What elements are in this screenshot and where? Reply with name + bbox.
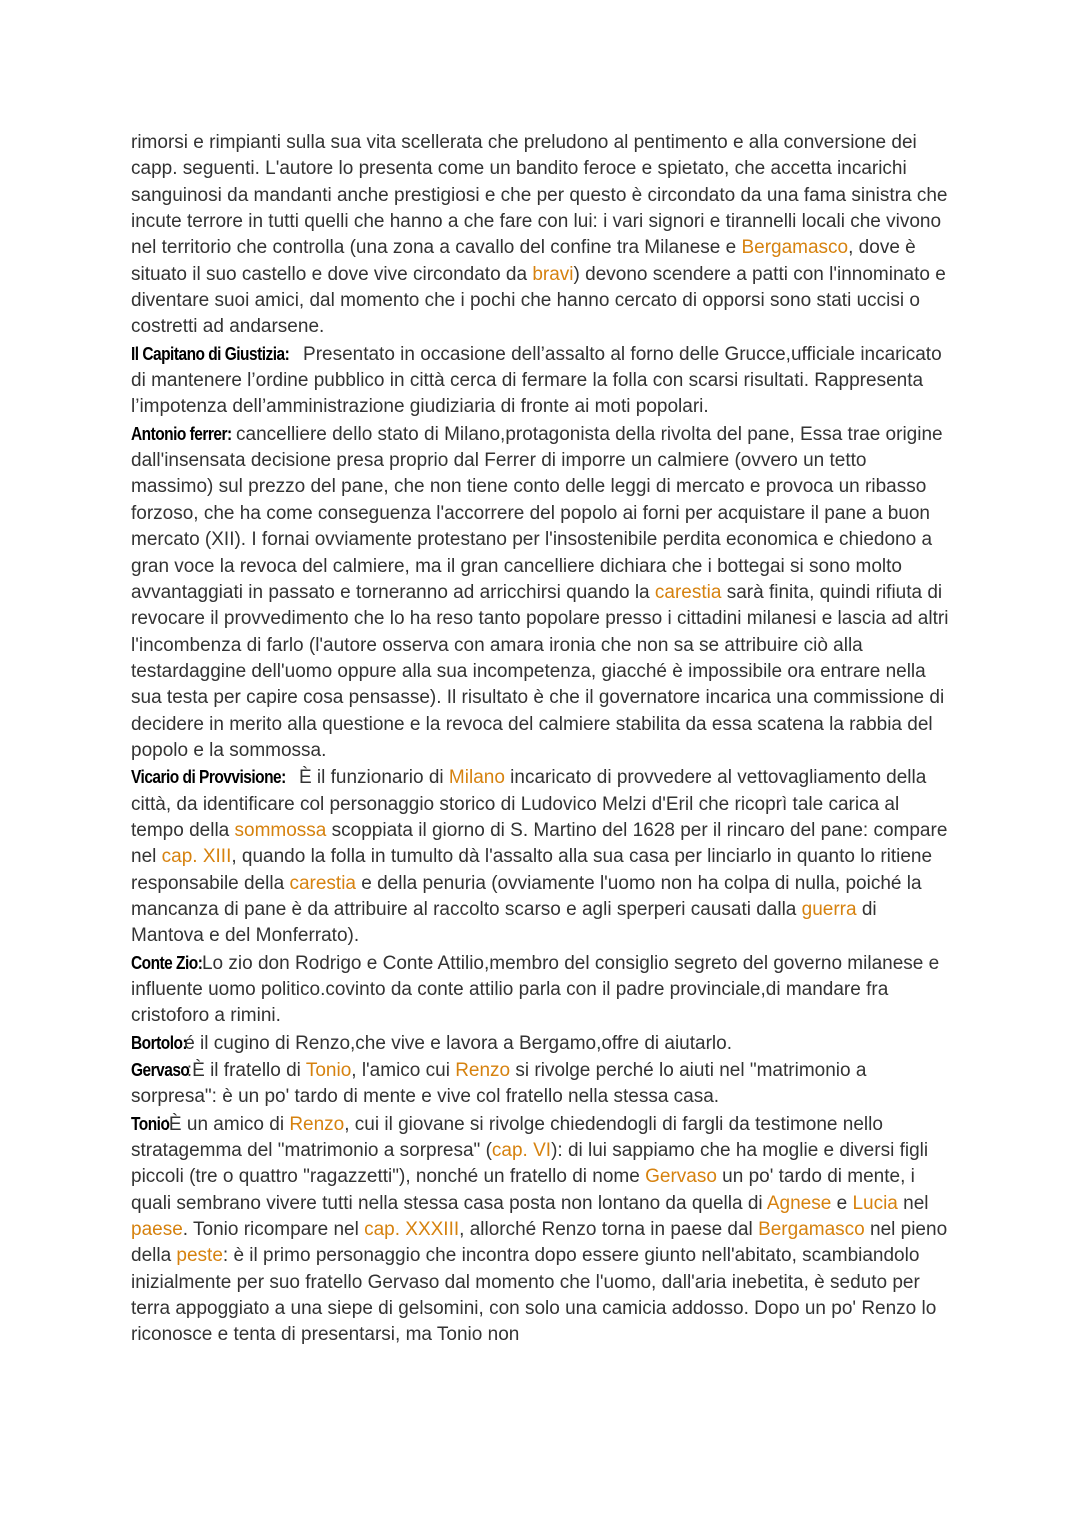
glossary-link[interactable]: Bergamasco	[741, 237, 849, 259]
character-name: Bortolo:	[131, 1032, 188, 1053]
glossary-link[interactable]: Bergamasco	[758, 1219, 865, 1241]
paragraph-text: , cui il giovane si rivolge chiedendogli di fargli da testimone nello stratagemma del "matrimonio a sorpresa" (	[131, 1113, 883, 1162]
paragraph	[131, 1030, 953, 1057]
paragraph-text: nel pieno della	[131, 1219, 948, 1267]
paragraph-text: é il cugino di Renzo,che vive e lavora a Bergamo,offre di aiutarlo.	[184, 1032, 732, 1054]
character-name: Conte Zio:	[131, 952, 203, 973]
paragraph	[131, 130, 953, 341]
paragraph	[131, 764, 953, 949]
glossary-link[interactable]: paese	[131, 1219, 183, 1241]
paragraph-text: , allorché Renzo torna in paese dal	[459, 1219, 759, 1241]
paragraph-text: :È un amico di	[163, 1113, 290, 1135]
paragraph-text: ): di lui sappiamo che ha moglie e diversi figli piccoli (tre o quattro "ragazzetti"), nonché un fratello di nome	[131, 1140, 929, 1188]
paragraph-text: , l'amico cui	[351, 1060, 456, 1082]
paragraph-text: : è il primo personaggio che incontra dopo essere giunto nell'abitato, scambiandolo inizialmente per suo fratello Gervaso dal momento che l'uomo, dall'aria inebetita, è seduto per terra appoggiato a una siepe di gelsomini, con solo una camicia addosso. Dopo un po' Renzo lo riconosce e tenta di presentarsi, ma Tonio non	[131, 1245, 937, 1346]
paragraph-text: scoppiata il giorno di S. Martino del 1628 per il rincaro del pane: compare nel	[131, 819, 948, 868]
paragraph-text: , quando la folla in tumulto dà l'assalto alla sua casa per linciarlo in quanto lo ritiene responsabile della	[131, 846, 933, 894]
glossary-link[interactable]: Gervaso	[645, 1166, 717, 1188]
paragraph-text: nel	[897, 1192, 929, 1214]
character-name: Il Capitano di Giustizia:	[131, 343, 290, 364]
paragraph-text: rimorsi e rimpianti sulla sua vita scellerata che preludono al pentimento e alla conversione dei capp. seguenti. L'autore lo presenta come un bandito feroce e spietato, che accetta incarichi sanguinosi da mandanti anche prestigiosi e che per questo è circondato da una fama sinistra che incute terrore in tutti quelli che hanno a che fare con lui: i vari signori e tirannelli locali che vivono nel territorio che controlla (una zona a cavallo del confine tra Milanese e	[131, 132, 948, 259]
glossary-link[interactable]: Renzo	[289, 1113, 345, 1135]
paragraph	[131, 341, 953, 421]
document-page	[131, 130, 953, 1349]
glossary-link[interactable]: guerra	[801, 898, 857, 920]
character-name: Gervaso	[131, 1060, 190, 1081]
glossary-link[interactable]: Agnese	[766, 1192, 832, 1214]
glossary-link[interactable]: carestia	[289, 872, 356, 894]
paragraph-text: :È il fratello di	[186, 1060, 306, 1082]
glossary-link[interactable]: peste	[176, 1245, 223, 1267]
paragraph-text: Lo zio don Rodrigo e Conte Attilio,membro del consiglio segreto del governo milanese e influente uomo politico.covinto da conte attilio parla con il padre provinciale,di mandare fra cristoforo a rimini.	[131, 952, 940, 1027]
paragraph-text: , dove è situato il suo castello e dove vive circondato da	[131, 237, 916, 285]
character-name: Antonio ferrer:	[131, 423, 232, 444]
glossary-link[interactable]: cap. VI	[491, 1140, 552, 1162]
paragraph-text: È il funzionario di	[298, 767, 449, 789]
paragraph-text: ) devono scendere a patti con l'innominato e diventare suoi amici, dal momento che i pochi che hanno cercato di opporsi sono stati uccisi o costretti ad andarsene.	[131, 263, 946, 338]
paragraph-text: cancelliere dello stato di Milano,protagonista della rivolta del pane, Essa trae origine dall'insensata decisione presa proprio dal Ferrer di imporre un calmiere (ovvero un tetto massimo) sul prezzo del pane, che non tiene conto delle leggi di mercato e provoca un ribasso forzoso, che ha come conseguenza l'accorrere del popolo ai forni per acquistare il pane a buon mercato (XII). I fornai ovviamente protestano per l'insostenibile perdita economica e chiedono a gran voce la revoca del calmiere, ma il gran cancelliere dichiara che i bottegai si sono molto avvantaggiati in passato e torneranno ad arricchirsi quando la	[131, 423, 943, 603]
glossary-link[interactable]: Renzo	[455, 1060, 511, 1082]
paragraph	[131, 1111, 953, 1349]
paragraph-text: incaricato di provvedere al vettovagliamento della città, da identificare col personaggio storico di Ludovico Melzi d'Eril che ricoprì tale carica al tempo della	[131, 767, 927, 841]
paragraph	[131, 950, 953, 1030]
paragraph-text: e	[831, 1192, 853, 1214]
paragraph-text: di Mantova e del Monferrato).	[131, 898, 877, 947]
paragraph-text: un po' tardo di mente, i quali sembrano vivere tutti nella stessa casa posta non lontano da quella di	[131, 1166, 915, 1214]
character-name: Tonio	[131, 1113, 170, 1134]
paragraph-text: Presentato in occasione dell’assalto al forno delle Grucce,ufficiale incaricato di mantenere l’ordine pubblico in città cerca di fermare la folla con scarsi risultati. Rappresenta l’impotenza dell’amministrazione giudiziaria di fronte ai moti popolari.	[131, 343, 942, 418]
glossary-link[interactable]: Milano	[448, 767, 505, 789]
glossary-link[interactable]: cap. XXXIII	[364, 1219, 460, 1241]
paragraph-text: si rivolge perché lo aiuti nel "matrimonio a sorpresa": è un po' tardo di mente e vive col fratello nella stessa casa.	[131, 1060, 867, 1108]
paragraph-text: e della penuria (ovviamente l'uomo non ha colpa di nulla, poiché la mancanza di pane è da attribuire al raccolto scarso e agli sperperi causati dalla	[131, 872, 922, 920]
paragraph	[131, 421, 953, 764]
paragraph-text: sarà finita, quindi rifiuta di revocare il provvedimento che lo ha reso tanto popolare presso i cittadini milanesi e lascia ad altri l'incombenza di farlo (l'autore osserva con amara ironia che non sa se attribuire ciò alla testardaggine dell'uomo oppure alla sua incompetenza, giacché è impossibile ora entrare nella sua testa per capire cosa pensasse). Il risultato è che il governatore incarica una commissione di decidere in merito alla questione e la revoca del calmiere stabilita da essa scatena la rabbia del popolo e la sommossa.	[131, 581, 949, 761]
paragraph-text: . Tonio ricompare nel	[182, 1219, 365, 1241]
paragraph	[131, 1057, 953, 1111]
glossary-link[interactable]: Tonio	[305, 1060, 352, 1082]
glossary-link[interactable]: sommossa	[234, 819, 327, 841]
glossary-link[interactable]: carestia	[654, 581, 722, 603]
glossary-link[interactable]: bravi	[532, 263, 574, 285]
character-name: Vicario di Provvisione:	[131, 767, 286, 788]
glossary-link[interactable]: Lucia	[852, 1192, 898, 1214]
glossary-link[interactable]: cap. XIII	[161, 846, 232, 868]
